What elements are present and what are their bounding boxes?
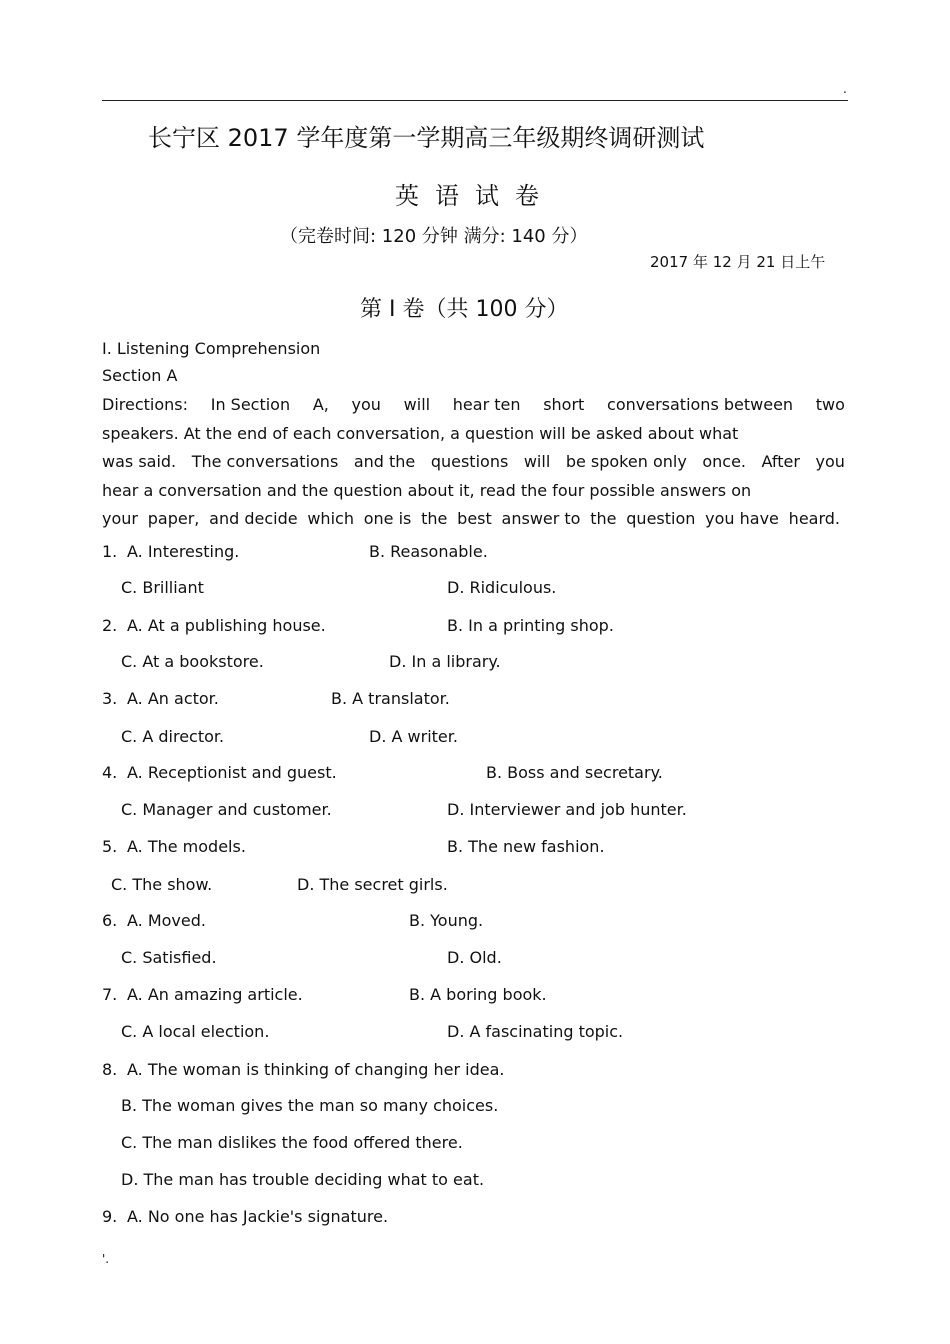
option-b: B. A translator.: [331, 689, 450, 708]
question-number: 9.: [102, 1207, 118, 1226]
question-number: 6.: [102, 911, 118, 930]
corner-mark: .: [843, 82, 847, 96]
option-a: A. An amazing article.: [127, 985, 303, 1004]
section-heading: I. Listening Comprehension: [102, 339, 321, 358]
option-d: D. Old.: [447, 948, 502, 967]
option-d: D. A writer.: [369, 727, 458, 746]
option-a: A. At a publishing house.: [127, 616, 326, 635]
directions-line-2: speakers. At the end of each conversation, a question will be asked about what: [102, 424, 739, 443]
exam-info: （完卷时间: 120 分钟 满分: 140 分）: [280, 226, 588, 247]
option-c: C. Satisfied.: [121, 948, 217, 967]
question-number: 2.: [102, 616, 118, 635]
option-d: D. A fascinating topic.: [447, 1022, 624, 1041]
option-a: A. An actor.: [127, 689, 219, 708]
option-b: B. Young.: [409, 911, 484, 930]
directions-line-5: your paper, and decide which one is the best answer to the question you have heard.: [102, 509, 840, 528]
question-number: 4.: [102, 763, 118, 782]
option-c: C. At a bookstore.: [121, 652, 264, 671]
option-d: D. Ridiculous.: [447, 578, 557, 597]
option-d: D. The man has trouble deciding what to eat.: [121, 1170, 485, 1189]
question-number: 8.: [102, 1060, 118, 1079]
option-d: D. In a library.: [389, 652, 501, 671]
option-c: C. Manager and customer.: [121, 800, 332, 819]
option-a: A. Interesting.: [127, 542, 240, 561]
option-a: A. The woman is thinking of changing her idea.: [127, 1060, 505, 1079]
option-d: D. Interviewer and job hunter.: [447, 800, 687, 819]
option-a: A. No one has Jackie's signature.: [127, 1207, 389, 1226]
option-d: D. The secret girls.: [297, 875, 448, 894]
option-b: B. Boss and secretary.: [486, 763, 663, 782]
section-subheading: Section A: [102, 366, 178, 385]
option-c: C. A local election.: [121, 1022, 270, 1041]
directions-line-3: was said. The conversations and the questions will be spoken only once. After you: [102, 452, 845, 471]
part-title: 第 I 卷（共 100 分）: [360, 297, 569, 322]
option-b: B. Reasonable.: [369, 542, 488, 561]
exam-subtitle: 英语试卷: [395, 182, 555, 210]
exam-title: 长宁区 2017 学年度第一学期高三年级期终调研测试: [148, 124, 705, 152]
footer-mark: '.: [102, 1252, 110, 1266]
question-number: 5.: [102, 837, 118, 856]
directions-line-1: Directions: In Section A, you will hear ten short conversations between two: [102, 395, 845, 414]
option-c: C. The man dislikes the food offered there.: [121, 1133, 463, 1152]
option-b: B. The woman gives the man so many choices.: [121, 1096, 499, 1115]
question-number: 3.: [102, 689, 118, 708]
option-b: B. The new fashion.: [447, 837, 605, 856]
option-a: A. The models.: [127, 837, 246, 856]
option-c: C. A director.: [121, 727, 225, 746]
option-b: B. A boring book.: [409, 985, 547, 1004]
exam-date: 2017 年 12 月 21 日上午: [650, 253, 826, 271]
option-b: B. In a printing shop.: [447, 616, 614, 635]
question-number: 7.: [102, 985, 118, 1004]
header-rule: [102, 100, 848, 101]
option-c: C. The show.: [111, 875, 213, 894]
directions-line-4: hear a conversation and the question about it, read the four possible answers on: [102, 481, 752, 500]
option-c: C. Brilliant: [121, 578, 204, 597]
question-number: 1.: [102, 542, 118, 561]
option-a: A. Receptionist and guest.: [127, 763, 337, 782]
option-a: A. Moved.: [127, 911, 206, 930]
